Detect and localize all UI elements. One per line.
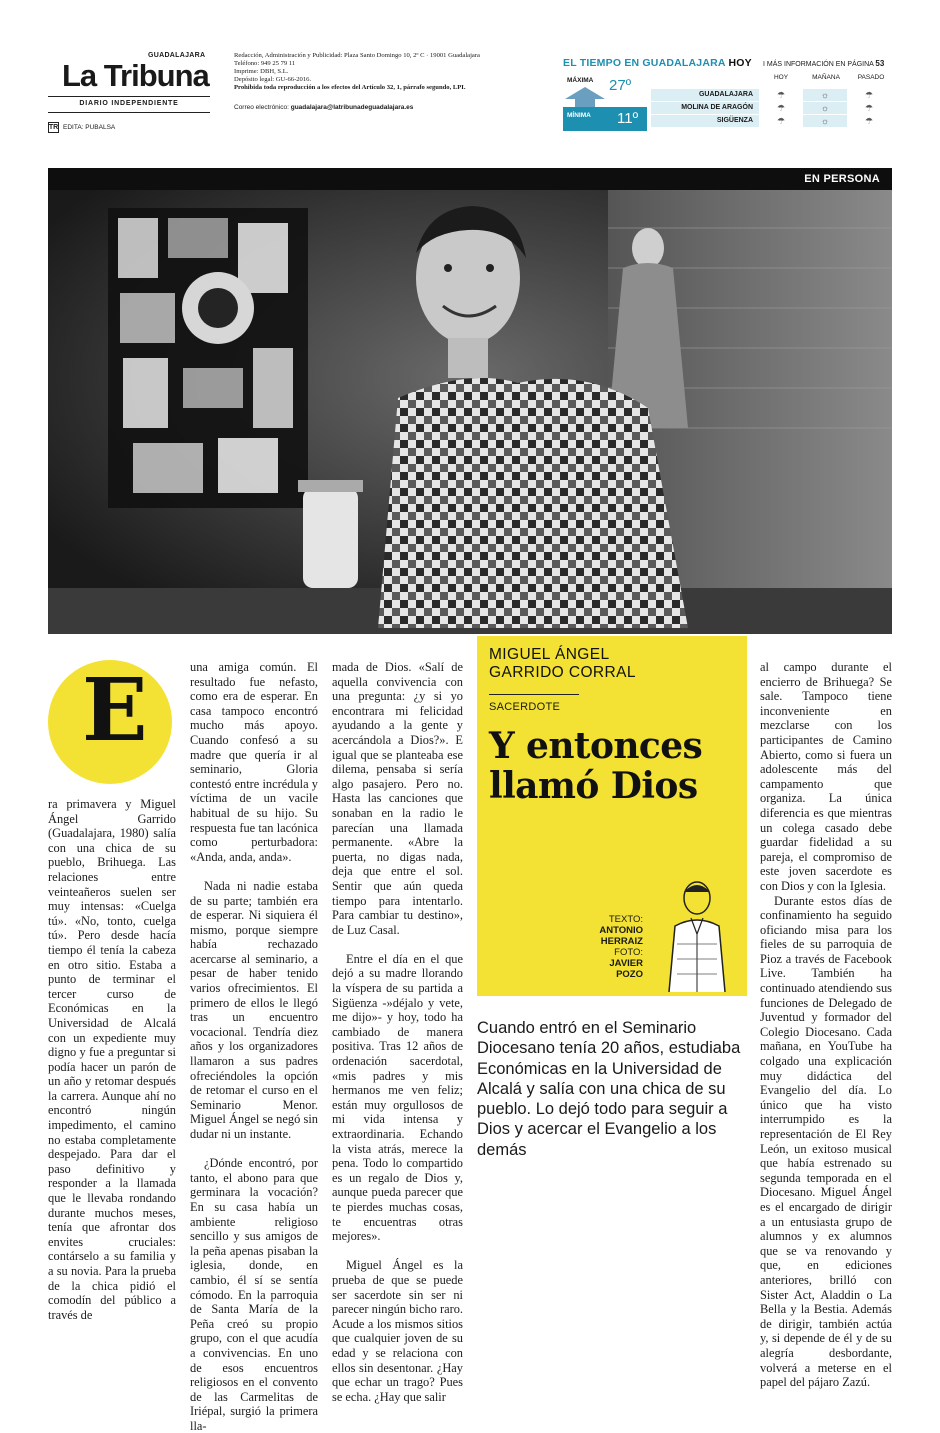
weather-col-tomorrow: MAÑANA [812, 74, 840, 81]
cloud-rain-icon: ☂ [864, 115, 874, 126]
author-sketch-illustration [657, 874, 737, 994]
divider [489, 694, 579, 695]
publisher-logo-icon: TR [48, 124, 59, 131]
email-label: Correo electrónico: [234, 104, 289, 111]
credit-text-author: ANTONIO HERRAIZ [599, 925, 643, 947]
subject-name-line1: MIGUEL ÁNGEL [489, 646, 610, 663]
temperature-block [563, 77, 647, 131]
weather-widget [563, 57, 893, 133]
weather-row [651, 102, 893, 115]
weather-columns [759, 74, 893, 81]
logo-city: GUADALAJARA [148, 52, 206, 59]
credit-text-label: TEXTO: [608, 914, 643, 925]
article-column-4 [760, 660, 892, 1390]
weather-title-today: HOY [728, 57, 752, 69]
imprint-legal-deposit: Depósito legal: GU-66-2016. [234, 76, 312, 83]
weather-row [651, 115, 893, 128]
article-paragraph: mada de Dios. «Salí de aquella convivencia con una pregunta: ¿y si yo encontrara mi felicidad ayudando a la gente y acercándola a Dios?». E igual que se planteaba ese dilema, pensaba si sería algo pasajero. Pero no. Hasta las canciones que sonaban en la radio le parecían una llamada permanente. «Abre la puerta, no digas nada, deja que entre el sol. Sentir que aún queda tiempo para intentarlo. Para cambiar tu destino», de Luz Casal. [332, 660, 463, 937]
standfirst: Cuando entró en el Seminario Diocesano tenía 20 años, estudiaba Económicas en la Universidad de Alcalá y salía con una chica de su pueblo. Lo dejó todo para seguir a Dios y acercar el Evangelio a los demás [477, 1019, 741, 1159]
weather-row [651, 89, 893, 102]
dropcap-letter: E [82, 660, 148, 761]
article-paragraph: Entre el día en el que dejó a su madre llorando la víspera de su partida a Sigüenza -»déjalo y vete, me dijo»- y hoy, todo ha cambiado de manera positiva. Tras 12 años de ordenación sacerdotal, «mis padres y mis hermanos me ven feliz; están muy orgullosos de mi vida intensa y extraordinaria. Echando la vista atrás, merece la pena. Todo lo compartido es un regalo de Dios y, aunque pueda parecer que te pierdes muchas cosas, te encuentras otras mejores». [332, 951, 463, 1244]
weather-table [651, 89, 893, 128]
weather-more-text: I MÁS INFORMACIÓN EN PÁGINA [763, 61, 874, 68]
imprint-copyright: Prohibida toda reproducción a los efectos del Artículo 32, 1, párrafo segundo, LPI. [234, 84, 466, 91]
article-paragraph: ra primavera y Miguel Ángel Garrido (Guadalajara, 1980) salía con una chica de su pueblo, Brihuega. Las relaciones entre veinteañeros suelen ser muy intensas: «Cuelga tú». «No, tonto, cuelga tú». Pero desde hacía tiempo él tenía la cabeza en otro sitio. Estaba a punto de terminar el tercer curso de Económicas en la Universidad de Alcalá con un expediente muy digno y fue a preguntar si podía hacer un parón de un año y retomar después la carrera. Aunque ahí no encontró ningún impedimento, el camino no estaba completamente despejado. Para dar el paso definitivo y responder a la llamada que le llevaba rondando durante muchos meses, tenía que afrontar dos envites cruciales: contárselo a su familia y a su novia. Para la prueba de la chica pidió el comodín del público a través de [48, 797, 176, 1322]
logo-tagline: DIARIO INDEPENDIENTE [79, 100, 179, 107]
sun-cloud-icon: ☼ [803, 115, 847, 127]
main-photo [48, 168, 892, 634]
sun-cloud-icon: ☼ [803, 89, 847, 101]
cloud-rain-icon: ☂ [776, 115, 786, 126]
publisher-line [48, 122, 115, 133]
credit-photo-label: FOTO: [614, 947, 643, 958]
subject-name [489, 646, 636, 682]
divider [48, 96, 210, 97]
article-paragraph: Miguel Ángel es la prueba de que se puede ser sacerdote sin ser ni parecer ningún bicho raro. Acude a los mismos sitios que cualquier joven de su edad y se relaciona con ellos sin desentonar. ¿Hay que echar un trago? Pues se echa. ¿Hay que salir [332, 1258, 463, 1404]
article-column-2 [190, 660, 318, 1433]
imprint-address: Redacción, Administración y Publicidad: Plaza Santo Domingo 10, 2º C · 19001 Guadalajara [234, 52, 480, 59]
cloud-rain-icon: ☂ [864, 102, 874, 113]
headline-box [477, 636, 747, 996]
weather-col-today: HOY [773, 74, 789, 81]
max-temp-value: 27º [609, 77, 632, 94]
headline: Y entonces llamó Dios [489, 725, 703, 807]
article-column-1 [48, 797, 176, 1322]
article-paragraph: ¿Dónde encontró, por tanto, el abono para que germinara la vocación? En su casa había un ambiente religioso sencillo y sus amigos de la peña apenas pisaban la iglesia, donde, en cambio, él sí se sentía cómodo. En la parroquia de Santa María de la Peña creó su propio grupo, con el que acudía a convivencias. En uno de esos encuentros religiosos en el convento de las Carmelitas de Iriépal, surgió la primera lla- [190, 1156, 318, 1433]
logo-name: La Tribuna [62, 58, 209, 93]
min-temp-label: MÍNIMA [567, 112, 591, 119]
weather-title [563, 57, 752, 69]
subject-name-line2: GARRIDO CORRAL [489, 664, 636, 681]
divider [48, 112, 210, 113]
weather-more-info [763, 59, 884, 68]
lamp [298, 480, 363, 588]
cloud-rain-icon: ☂ [864, 89, 874, 100]
imprint-printer: Imprime: DBH, S.L. [234, 68, 289, 75]
article-paragraph: una amiga común. El resultado fue nefasto, como era de esperar. En casa tampoco encontró mucho más apoyo. Cuando confesó a su madre que quería ir al seminario, Gloria contestó entre incrédula y víctima de un vacile habitual de su hijo. Su respuesta fue tan lacónica como perturbadora: «Anda, anda, anda». [190, 660, 318, 864]
arrow-up-icon [565, 87, 605, 107]
section-bar [48, 168, 892, 190]
window-illustration [108, 208, 308, 508]
email-link[interactable]: guadalajara@latribunadeguadalajara.es [290, 104, 414, 111]
portrait-photo [48, 168, 892, 634]
imprint-block [234, 52, 524, 112]
weather-city: SIGÜENZA [651, 115, 759, 127]
article-paragraph: Nada ni nadie estaba de su parte; también era de esperar. Ni siquiera él mismo, porque siempre había rechazado acercarse al seminario, a pesar de haber tenido varios ofrecimientos. El primero de ellos le llegó tras un encuentro vocacional. Tendría diez años y los organizadores llamaron a sus padres ofreciéndoles la opción de retomar el curso en el Seminario Menor. Miguel Ángel se negó sin dudar ni un instante. [190, 878, 318, 1141]
subject-role: SACERDOTE [489, 701, 561, 713]
cloud-rain-icon: ☂ [776, 89, 786, 100]
sun-cloud-icon: ☼ [803, 102, 847, 114]
section-label: EN PERSONA [804, 173, 880, 185]
min-temp-value: 11º [617, 110, 639, 127]
cloud-rain-icon: ☂ [776, 102, 786, 113]
weather-col-after: PASADO [857, 74, 885, 81]
imprint-email-line [234, 104, 524, 112]
credit-photo-author: JAVIER POZO [609, 958, 643, 980]
imprint-phone: Teléfono: 949 25 79 11 [234, 60, 296, 67]
weather-city: MOLINA DE ARAGÓN [651, 102, 759, 114]
weather-more-page: 53 [875, 59, 885, 68]
article-column-3 [332, 660, 463, 1404]
max-temp-label: MÁXIMA [567, 77, 594, 84]
weather-title-text: EL TIEMPO EN GUADALAJARA [563, 57, 726, 69]
publisher-label: EDITA: PUBALSA [63, 124, 116, 131]
article-paragraph: al campo durante el encierro de Brihuega? Se sale. Tampoco tiene inconveniente en mezclarse con los participantes de Camino Abierto, como si fuera un adolescente más del campamento que organiza. La única diferencia es que mientras un colega casado debe guardar fidelidad a su pareja, el compromiso de este joven sacerdote es con Dios y con la Iglesia. [760, 660, 892, 893]
weather-city: GUADALAJARA [651, 89, 759, 101]
article-paragraph: Durante estos días de confinamiento ha seguido oficiando misa para los fieles de su parroquia de Pioz a través de Facebook Live. También ha continuado atendiendo sus funciones de Delegado de Juventud y formador del Colegio Diocesano. Cada mañana, en YouTube ha colgado una explicación muy didáctica del Evangelio del día. Lo único que ha visto interrumpido es la representación de El Rey León, un exitoso musical que había estrenado su segunda temporada en el Diocesano. Miguel Ángel es el encargado de dirigir a un entusiasta grupo de alumnos y ex alumnos que se va renovando y que, en ediciones anteriores, brilló con Sister Act, Aladdin o La Bella y la Bestia. Además de dirigir, también actúa y, si depende de él y de su alegría desbordante, volverá a meterse en el papel del pájaro Zazú. [760, 893, 892, 1390]
credits [587, 914, 643, 980]
